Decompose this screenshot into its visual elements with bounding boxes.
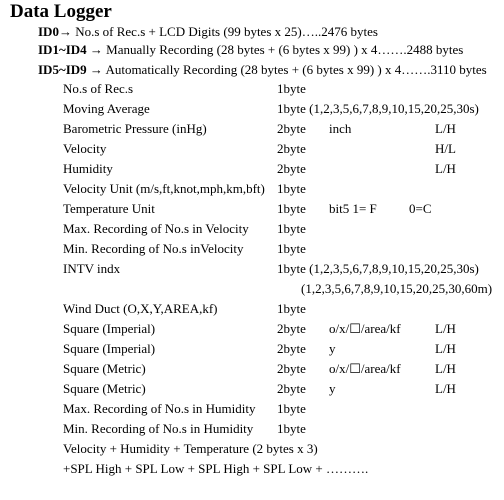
field-size: 2byte (277, 141, 306, 156)
table-row (63, 399, 503, 419)
field-size: 1byte (277, 81, 306, 96)
field-byte-order: L/H (435, 121, 456, 136)
field-name: Barometric Pressure (inHg) (63, 121, 207, 136)
table-row (63, 199, 503, 219)
field-byte-order: L/H (435, 321, 456, 336)
intv-continuation: (1,2,3,5,6,7,8,9,10,15,20,25,30,60m) (301, 281, 493, 296)
field-size: 2byte (277, 361, 306, 376)
id1-line (38, 42, 463, 58)
field-size: 1byte (1,2,3,5,6,7,8,9,10,15,20,25,30s) (277, 261, 479, 276)
field-name: Velocity Unit (m/s,ft,knot,mph,km,bft) (63, 181, 265, 196)
table-row (63, 119, 503, 139)
field-name: Humidity (63, 161, 113, 176)
field-name: Square (Metric) (63, 361, 146, 376)
field-name: Velocity (63, 141, 107, 156)
field-unit: inch (329, 121, 352, 136)
field-unit: o/x/☐/area/kf (329, 361, 401, 376)
field-byte-order: H/L (435, 141, 456, 156)
field-byte-order: L/H (435, 361, 456, 376)
field-size: 2byte (277, 121, 306, 136)
id0-text: → No.s of Rec.s + LCD Digits (99 bytes x 25)…..2476 bytes (58, 24, 378, 39)
table-row (63, 299, 503, 319)
field-name: No.s of Rec.s (63, 81, 134, 96)
footer-text: Velocity + Humidity + Temperature (2 bytes x 3) (63, 441, 318, 456)
field-byte-order: L/H (435, 161, 456, 176)
table-row (63, 159, 503, 179)
field-name: INTV indx (63, 261, 121, 276)
field-name: Temperature Unit (63, 201, 155, 216)
field-size: 2byte (277, 341, 306, 356)
id5-text: → Automatically Recording (28 bytes + (6 bytes x 99) ) x 4…….3110 bytes (86, 62, 487, 77)
page-title: Data Logger (10, 1, 112, 22)
table-row (63, 319, 503, 339)
field-byte-order: L/H (435, 381, 456, 396)
field-unit: y (329, 341, 336, 356)
table-row (63, 419, 503, 439)
table-row (63, 339, 503, 359)
field-size: 2byte (277, 381, 306, 396)
table-row (63, 359, 503, 379)
table-row (63, 179, 503, 199)
field-name: Min. Recording of No.s in Humidity (63, 421, 254, 436)
footer-line (63, 439, 503, 459)
table-row (63, 259, 503, 279)
field-name: Max. Recording of No.s in Velocity (63, 221, 249, 236)
field-name: Wind Duct (O,X,Y,AREA,kf) (63, 301, 218, 316)
id5-line (38, 62, 487, 78)
field-flag: 0=C (409, 201, 432, 216)
field-size: 2byte (277, 321, 306, 336)
field-size: 1byte (277, 181, 306, 196)
field-size: 1byte (277, 201, 306, 216)
field-name: Min. Recording of No.s inVelocity (63, 241, 244, 256)
id0-line (38, 24, 378, 40)
id0-label: ID0 (38, 24, 59, 39)
footer-line (63, 459, 503, 479)
field-name: Max. Recording of No.s in Humidity (63, 401, 256, 416)
field-name: Square (Metric) (63, 381, 146, 396)
field-unit: bit5 1= F (329, 201, 377, 216)
id1-label: ID1~ID4 (38, 42, 87, 57)
field-size: 1byte (277, 221, 306, 236)
footer-text: +SPL High + SPL Low + SPL High + SPL Low + ………. (63, 461, 369, 476)
table-row-continuation (63, 279, 503, 299)
table-row (63, 139, 503, 159)
id1-text: → Manually Recording (28 bytes + (6 bytes x 99) ) x 4…….2488 bytes (86, 42, 464, 57)
table-row (63, 79, 503, 99)
field-size: 1byte (277, 421, 306, 436)
field-name: Square (Imperial) (63, 341, 156, 356)
field-name: Moving Average (63, 101, 150, 116)
field-size: 1byte (277, 401, 306, 416)
table-row (63, 239, 503, 259)
field-name: Square (Imperial) (63, 321, 156, 336)
field-size: 1byte (277, 241, 306, 256)
id5-label: ID5~ID9 (38, 62, 87, 77)
field-size: 1byte (1,2,3,5,6,7,8,9,10,15,20,25,30s) (277, 101, 479, 116)
field-unit: o/x/☐/area/kf (329, 321, 401, 336)
table-row (63, 99, 503, 119)
field-size: 1byte (277, 301, 306, 316)
field-unit: y (329, 381, 336, 396)
table-row (63, 379, 503, 399)
field-byte-order: L/H (435, 341, 456, 356)
table-row (63, 219, 503, 239)
field-size: 2byte (277, 161, 306, 176)
